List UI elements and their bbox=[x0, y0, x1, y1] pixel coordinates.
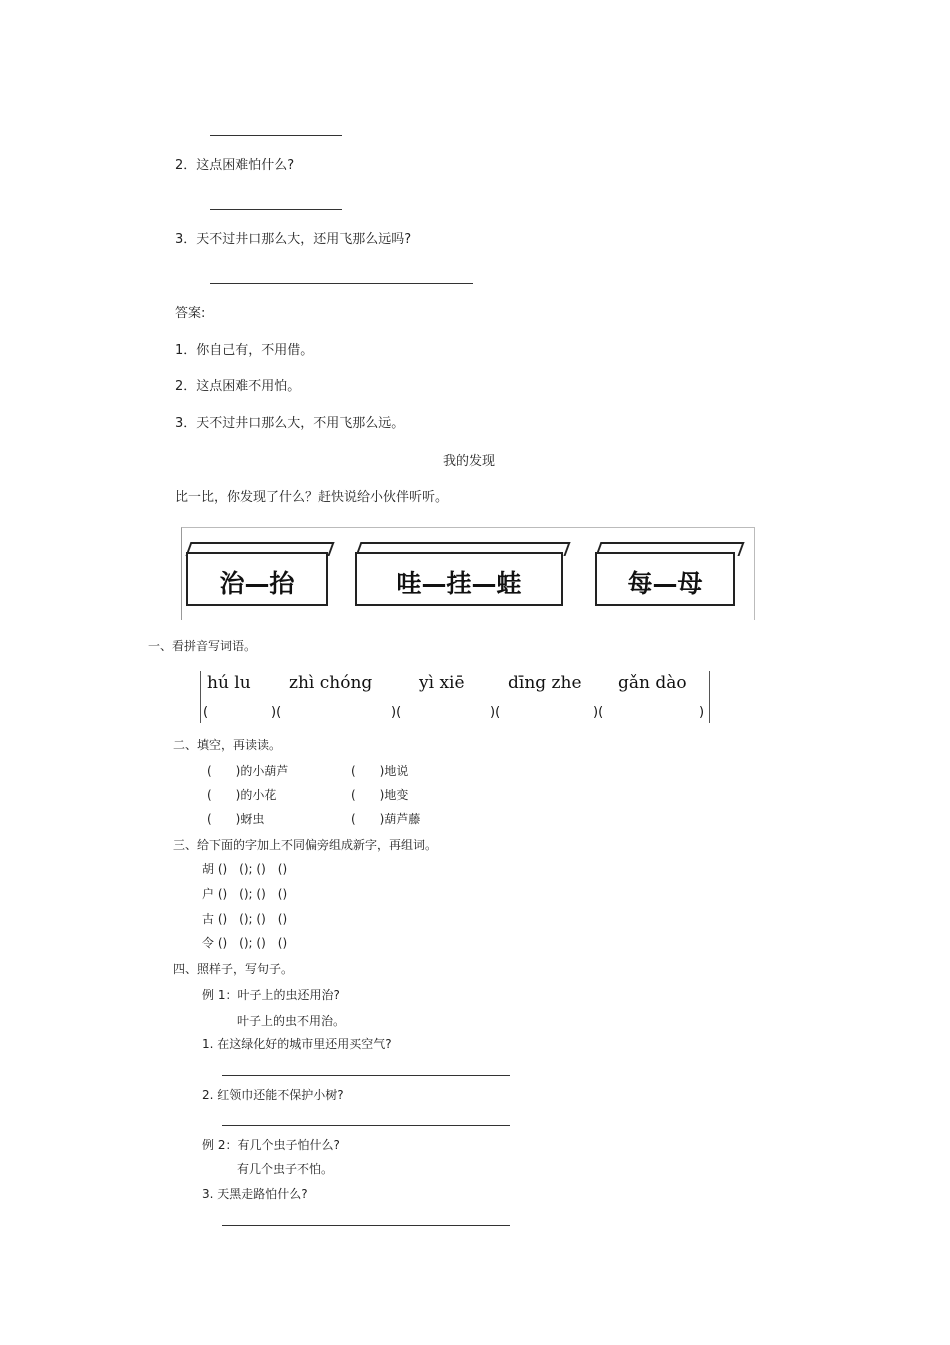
question-3: 3．天不过井口那么大，还用飞那么远吗? bbox=[175, 232, 412, 247]
part3-heading: 三、给下面的字加上不同偏旁组成新字，再组词。 bbox=[173, 838, 438, 852]
plate-2-text: 哇—挂—蛙 bbox=[396, 569, 522, 598]
item-2-answer-line[interactable] bbox=[222, 1125, 510, 1126]
plate-3 bbox=[595, 552, 735, 606]
plate-2 bbox=[355, 552, 563, 606]
fill-1a[interactable]: ( )的小葫芦 bbox=[207, 764, 289, 778]
example-1-answer: 叶子上的虫不用治。 bbox=[237, 1014, 346, 1028]
answer-line-2[interactable] bbox=[210, 209, 342, 210]
answer-line-3[interactable] bbox=[210, 283, 473, 284]
item-3: 3. 天黑走路怕什么? bbox=[202, 1187, 308, 1201]
character-plates bbox=[181, 527, 755, 620]
part4-heading: 四、照样子，写句子。 bbox=[173, 962, 294, 976]
example-2-question: 例 2：有几个虫子怕什么? bbox=[202, 1138, 340, 1152]
question-2: 2．这点困难怕什么? bbox=[175, 158, 295, 173]
radical-row-1[interactable]: 胡 () (); () () bbox=[202, 862, 288, 876]
radical-row-3[interactable]: 古 () (); () () bbox=[202, 912, 288, 926]
example-1-question: 例 1：叶子上的虫还用治? bbox=[202, 988, 340, 1002]
blank-sep-1[interactable]: )( bbox=[271, 705, 282, 720]
item-1: 1. 在这绿化好的城市里还用买空气? bbox=[202, 1037, 392, 1051]
item-2: 2. 红领巾还能不保护小树? bbox=[202, 1088, 344, 1102]
pinyin-box bbox=[200, 671, 710, 723]
radical-row-2[interactable]: 户 () (); () () bbox=[202, 887, 288, 901]
example-2-answer: 有几个虫子不怕。 bbox=[237, 1162, 334, 1176]
fill-3a[interactable]: ( )蚜虫 bbox=[207, 812, 265, 826]
part2-heading: 二、填空，再读读。 bbox=[173, 738, 282, 752]
pinyin-4: dīng zhe bbox=[508, 673, 582, 693]
answer-1: 1．你自己有，不用借。 bbox=[175, 343, 314, 358]
answer-line-1[interactable] bbox=[210, 135, 342, 136]
blank-open-1[interactable]: ( bbox=[203, 705, 209, 720]
answer-label: 答案: bbox=[175, 306, 206, 321]
fill-3b[interactable]: ( )葫芦藤 bbox=[351, 812, 421, 826]
fill-1b[interactable]: ( )地说 bbox=[351, 764, 409, 778]
pinyin-3: yì xiē bbox=[419, 673, 465, 693]
plate-1 bbox=[186, 552, 328, 606]
item-3-answer-line[interactable] bbox=[222, 1225, 510, 1226]
plate-3-text: 每—母 bbox=[627, 569, 703, 598]
part1-heading: 一、看拼音写词语。 bbox=[148, 639, 257, 653]
blank-sep-4[interactable]: )( bbox=[593, 705, 604, 720]
item-1-answer-line[interactable] bbox=[222, 1075, 510, 1076]
pinyin-1: hú lu bbox=[207, 673, 251, 693]
blank-close-5[interactable]: ) bbox=[699, 705, 705, 720]
answer-2: 2．这点困难不用怕。 bbox=[175, 379, 301, 394]
discovery-prompt: 比一比，你发现了什么？赶快说给小伙伴听听。 bbox=[175, 490, 449, 505]
blank-sep-3[interactable]: )( bbox=[490, 705, 501, 720]
pinyin-5: gǎn dào bbox=[618, 673, 687, 693]
fill-2a[interactable]: ( )的小花 bbox=[207, 788, 277, 802]
discovery-title: 我的发现 bbox=[443, 454, 496, 469]
plate-1-text: 治—抬 bbox=[219, 569, 295, 598]
pinyin-2: zhì chóng bbox=[289, 673, 373, 693]
radical-row-4[interactable]: 令 () (); () () bbox=[202, 936, 288, 950]
blank-sep-2[interactable]: )( bbox=[391, 705, 402, 720]
fill-2b[interactable]: ( )地变 bbox=[351, 788, 409, 802]
answer-3: 3．天不过井口那么大，不用飞那么远。 bbox=[175, 416, 405, 431]
